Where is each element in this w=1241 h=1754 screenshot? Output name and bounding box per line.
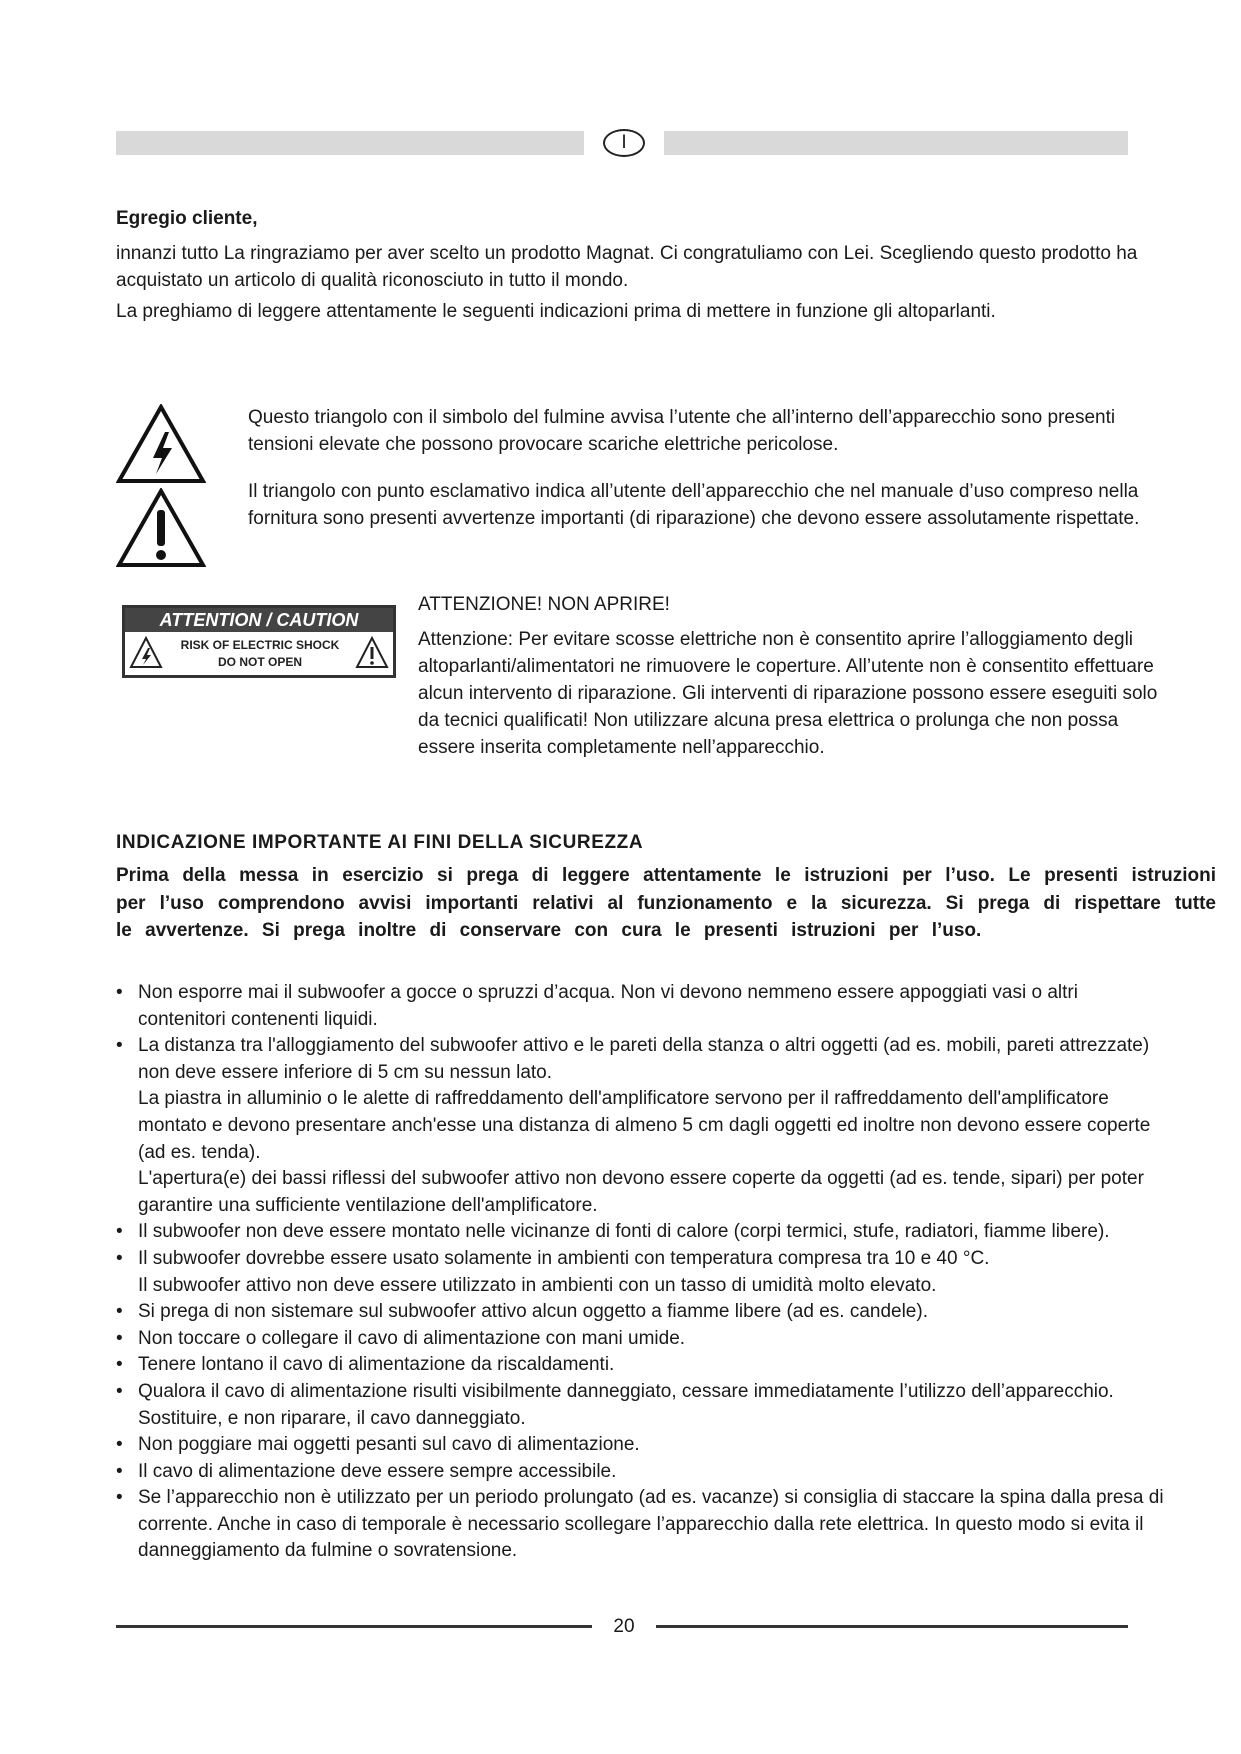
list-item: • Non poggiare mai oggetti pesanti sul cavo di alimentazione. — [116, 1434, 640, 1456]
list-item-text: Non poggiare mai oggetti pesanti sul cavo di alimentazione. — [138, 1434, 640, 1456]
caution-label-line: DO NOT OPEN — [217, 655, 302, 669]
list-item: • Non esporre mai il subwoofer a gocce o spruzzi d’acqua. Non vi devono nemmeno essere appoggiati vasi o altri contenitori contenenti liquidi. — [116, 982, 1078, 1030]
list-item-text: Qualora il cavo di alimentazione risulti visibilmente danneggiato, cessare immediatamente l’utilizzo dell’apparecchio. Sostituire, e non riparare, il cavo danneggiato. — [138, 1380, 1114, 1429]
caution-label-heading: ATTENTION / CAUTION — [125, 608, 393, 632]
list-item: • Qualora il cavo di alimentazione risulti visibilmente danneggiato, cessare immediatamente l’utilizzo dell’apparecchio. Sostituire, e non riparare, il cavo danneggiato. — [116, 1380, 1114, 1429]
exclamation-warning-text: Il triangolo con punto esclamativo indica all’utente dell’apparecchio che nel manuale d’uso compreso nella fornitura sono presenti avvertenze importanti (di riparazione) che devono essere assolutamente rispettate. — [248, 481, 1140, 529]
list-item: • Non toccare o collegare il cavo di alimentazione con mani umide. — [116, 1327, 686, 1349]
list-item-text: Si prega di non sistemare sul subwoofer attivo alcun oggetto a fiamme libere (ad es. candele). — [138, 1301, 928, 1323]
list-item-text: Il subwoofer non deve essere montato nelle vicinanze di fonti di calore (corpi termici, stufe, radiatori, fiamme libere). — [138, 1221, 1110, 1243]
list-item-text: Se l’apparecchio non è utilizzato per un periodo prolungato (ad es. vacanze) si consiglia di staccare la spina dalla presa di corrente. Anche in caso di temporale è necessario scollegare l’apparecchio dalla rete elettrica. In questo modo si evita il danneggiamento da fulmine o sovratensione. — [138, 1487, 1164, 1562]
list-item: • Se l’apparecchio non è utilizzato per un periodo prolungato (ad es. vacanze) si consiglia di staccare la spina dalla presa di corrente. Anche in caso di temporale è necessario scollegare l’apparecchio dalla rete elettrica. In questo modo si evita il danneggiamento da fulmine o sovratensione. — [116, 1487, 1164, 1562]
list-item-extra: L'apertura(e) dei bassi riflessi del subwoofer attivo non devono essere coperte da oggetti (ad es. tende, sipari) per poter garantire una sufficiente ventilazione dell'amplificatore. — [138, 1168, 1144, 1216]
attention-body: Attenzione: Per evitare scosse elettriche non è consentito aprire l’alloggiamento degli altoparlanti/alimentatori ne rimuovere le coperture. All’utente non è consentito effettuare alcun intervento di riparazione. Gli interventi di riparazione possono essere eseguiti solo da tecnici qualificati! Non utilizzare alcuna presa elettrica o prolunga che non possa essere inserita completamente nell’apparecchio. — [418, 629, 1158, 758]
footer-rule-right — [656, 1625, 1128, 1628]
list-item: • Il subwoofer non deve essere montato nelle vicinanze di fonti di calore (corpi termici, stufe, radiatori, fiamme libere). — [116, 1221, 1110, 1243]
list-item-text: Il cavo di alimentazione deve essere sempre accessibile. — [138, 1460, 617, 1482]
footer-rule-left — [116, 1625, 592, 1628]
list-item-text: Il subwoofer dovrebbe essere usato solamente in ambienti con temperatura compresa tra 10 e 40 °C. — [138, 1247, 990, 1269]
caution-label — [122, 605, 396, 678]
list-item: • Il cavo di alimentazione deve essere sempre accessibile. — [116, 1460, 617, 1482]
lightning-warning-triangle-icon — [116, 404, 206, 484]
list-item: • Il subwoofer dovrebbe essere usato solamente in ambienti con temperatura compresa tra 10 e 40 °C. Il subwoofer attivo non deve essere utilizzato in ambienti con un tasso di umidità molto elevato. — [116, 1246, 1166, 1299]
list-item-text: Non toccare o collegare il cavo di alimentazione con mani umide. — [138, 1327, 686, 1349]
list-item-text: Tenere lontano il cavo di alimentazione da riscaldamenti. — [138, 1354, 615, 1376]
section-intro: Prima della messa in esercizio si prega di leggere attentamente le istruzioni per l’uso. Le presenti istruzioni per l’uso comprendono avvisi importanti relativi al funzionamento e la sicurezza. Si prega di rispettare tutte le avvertenze. Si prega inoltre di conservare con cura le presenti istruzioni per l’uso. — [116, 865, 1216, 941]
page-number: 20 — [613, 1616, 635, 1637]
lightning-warning-triangle-icon — [129, 636, 163, 670]
list-item-text: La distanza tra l'alloggiamento del subwoofer attivo e le pareti della stanza o altri oggetti (ad es. mobili, pareti attrezzate) non deve essere inferiore di 5 cm su nessun lato. — [138, 1035, 1150, 1083]
intro-paragraph: innanzi tutto La ringraziamo per aver scelto un prodotto Magnat. Ci congratuliamo con Lei. Scegliendo questo prodotto ha acquistato un articolo di qualità riconosciuto in tutto il mondo. — [116, 243, 1138, 291]
list-item-extra: La piastra in alluminio o le alette di raffreddamento dell'amplificatore servono per il raffreddamento dell'amplificatore montato e devono presentare anch'esse una distanza di almeno 5 cm dagli oggetti ed inoltre non devono essere coperte (ad es. tenda). — [138, 1088, 1151, 1163]
intro-text — [116, 240, 1146, 329]
exclamation-warning-triangle-icon — [355, 636, 389, 670]
attention-title: ATTENZIONE! NON APRIRE! — [418, 594, 670, 615]
exclamation-warning-triangle-icon — [116, 488, 206, 568]
section-title: INDICAZIONE IMPORTANTE AI FINI DELLA SICUREZZA — [116, 832, 644, 853]
safety-list — [116, 980, 1166, 1565]
header-bar-right — [664, 131, 1128, 155]
header-bar-left — [116, 131, 584, 155]
language-badge: I — [603, 129, 645, 157]
list-item-extra: Il subwoofer attivo non deve essere utilizzato in ambienti con un tasso di umidità molto elevato. — [138, 1274, 937, 1296]
greeting: Egregio cliente, — [116, 208, 258, 229]
caution-label-line: RISK OF ELECTRIC SHOCK — [180, 638, 340, 652]
list-item: • Tenere lontano il cavo di alimentazione da riscaldamenti. — [116, 1354, 615, 1376]
list-item: • Si prega di non sistemare sul subwoofer attivo alcun oggetto a fiamme libere (ad es. candele). — [116, 1301, 928, 1323]
list-item: • La distanza tra l'alloggiamento del subwoofer attivo e le pareti della stanza o altri oggetti (ad es. mobili, pareti attrezzate) non deve essere inferiore di 5 cm su nessun lato. La piastra in alluminio o le alette di raffreddamento dell'amplificatore servono per il raffreddamento dell'amplificatore montato e devono presentare anch'esse una distanza di almeno 5 cm dagli oggetti ed inoltre non devono essere coperte (ad es. tenda). L'apertura(e) dei bassi riflessi del subwoofer attivo non devono essere coperte da oggetti (ad es. tende, sipari) per poter garantire una sufficiente ventilazione dell'amplificatore. — [116, 1033, 1166, 1219]
intro-paragraph: La preghiamo di leggere attentamente le seguenti indicazioni prima di mettere in funzione gli altoparlanti. — [116, 301, 996, 322]
lightning-warning-text: Questo triangolo con il simbolo del fulmine avvisa l’utente che all’interno dell’apparecchio sono presenti tensioni elevate che possono provocare scariche elettriche pericolose. — [248, 407, 1116, 455]
list-item-text: Non esporre mai il subwoofer a gocce o spruzzi d’acqua. Non vi devono nemmeno essere appoggiati vasi o altri contenitori contenenti liquidi. — [138, 982, 1078, 1030]
